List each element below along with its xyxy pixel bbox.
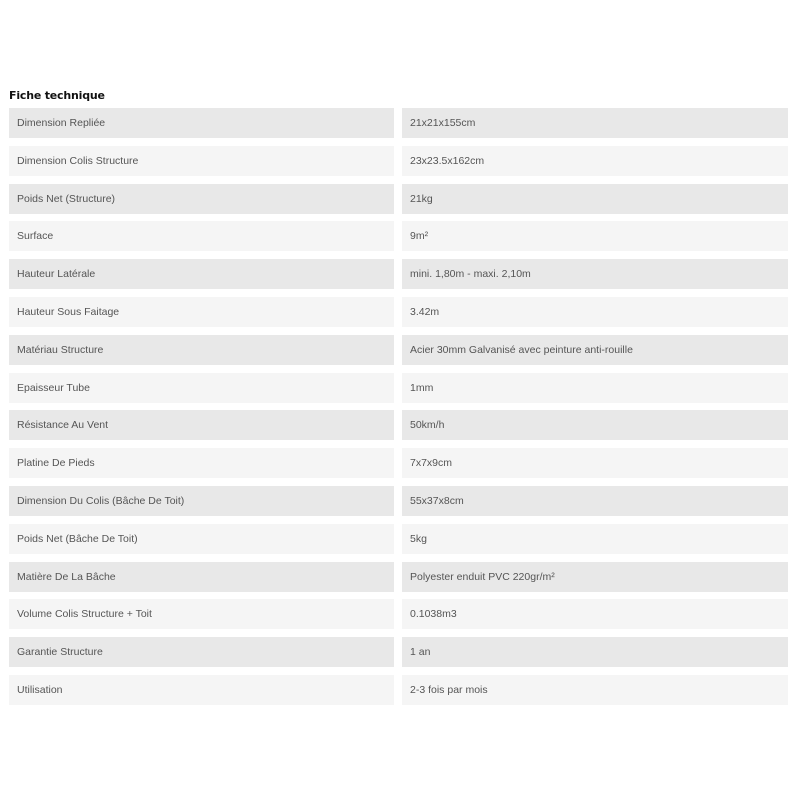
spec-label: Poids Net (Bâche De Toit): [9, 524, 394, 554]
spec-value: 1mm: [402, 373, 788, 403]
spec-value: 0.1038m3: [402, 599, 788, 629]
spec-row: [9, 486, 788, 516]
spec-row: [9, 221, 788, 251]
spec-row: [9, 410, 788, 440]
spec-row: [9, 524, 788, 554]
spec-value: Polyester enduit PVC 220gr/m²: [402, 562, 788, 592]
spec-row: [9, 675, 788, 705]
spec-label: Matière De La Bâche: [9, 562, 394, 592]
spec-label: Surface: [9, 221, 394, 251]
spec-label: Hauteur Sous Faitage: [9, 297, 394, 327]
spec-table: [9, 108, 788, 713]
spec-row: [9, 146, 788, 176]
spec-row: [9, 637, 788, 667]
spec-value: Acier 30mm Galvanisé avec peinture anti-rouille: [402, 335, 788, 365]
spec-label: Utilisation: [9, 675, 394, 705]
spec-label: Dimension Colis Structure: [9, 146, 394, 176]
spec-row: [9, 108, 788, 138]
spec-value: 9m²: [402, 221, 788, 251]
spec-value: 55x37x8cm: [402, 486, 788, 516]
spec-row: [9, 448, 788, 478]
spec-label: Poids Net (Structure): [9, 184, 394, 214]
spec-label: Volume Colis Structure + Toit: [9, 599, 394, 629]
spec-label: Dimension Repliée: [9, 108, 394, 138]
spec-row: [9, 259, 788, 289]
spec-row: [9, 297, 788, 327]
spec-label: Hauteur Latérale: [9, 259, 394, 289]
spec-label: Platine De Pieds: [9, 448, 394, 478]
spec-row: [9, 599, 788, 629]
spec-row: [9, 373, 788, 403]
spec-value: 21x21x155cm: [402, 108, 788, 138]
spec-value: 1 an: [402, 637, 788, 667]
spec-value: 21kg: [402, 184, 788, 214]
spec-label: Epaisseur Tube: [9, 373, 394, 403]
spec-label: Dimension Du Colis (Bâche De Toit): [9, 486, 394, 516]
spec-value: 23x23.5x162cm: [402, 146, 788, 176]
spec-row: [9, 562, 788, 592]
spec-row: [9, 335, 788, 365]
spec-label: Garantie Structure: [9, 637, 394, 667]
section-title: Fiche technique: [9, 89, 105, 102]
spec-row: [9, 184, 788, 214]
spec-value: 7x7x9cm: [402, 448, 788, 478]
spec-value: 5kg: [402, 524, 788, 554]
spec-label: Résistance Au Vent: [9, 410, 394, 440]
spec-value: 3.42m: [402, 297, 788, 327]
spec-value: 2-3 fois par mois: [402, 675, 788, 705]
spec-value: mini. 1,80m - maxi. 2,10m: [402, 259, 788, 289]
spec-label: Matériau Structure: [9, 335, 394, 365]
spec-value: 50km/h: [402, 410, 788, 440]
